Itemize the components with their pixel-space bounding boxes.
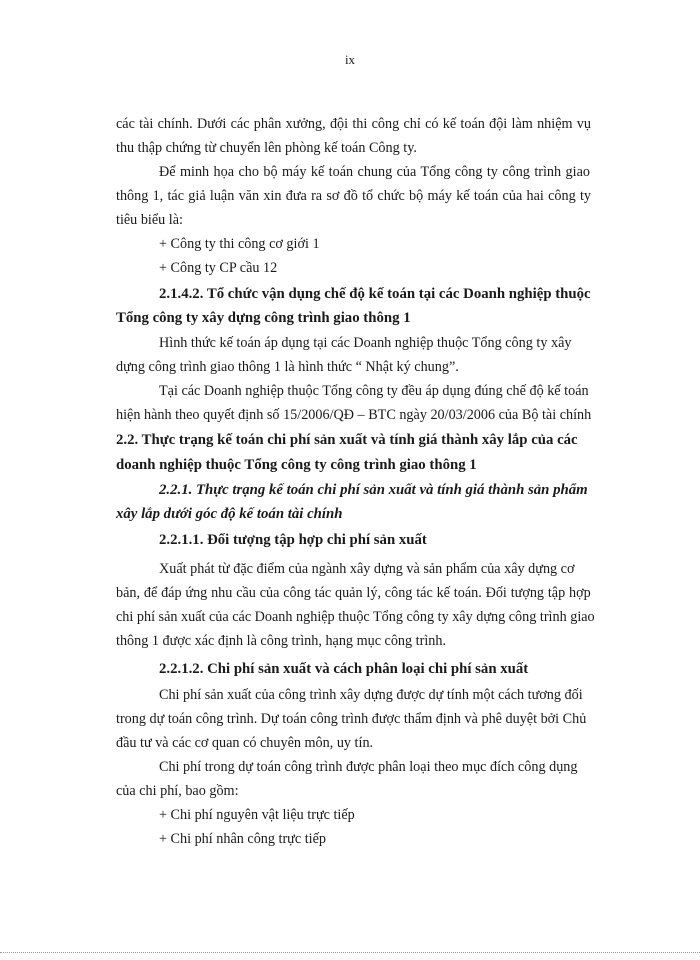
list-item: + Công ty thi công cơ giới 1: [159, 236, 320, 252]
section-heading: 2.1.4.2. Tổ chức vận dụng chế độ kế toán tại các Doanh nghiệp thuộc: [159, 286, 591, 302]
page-number: ix: [344, 52, 356, 67]
list-item: + Chi phí nhân công trực tiếp: [159, 831, 326, 847]
text-line: của chi phí, bao gồm:: [116, 783, 239, 799]
text-line: thông 1, tác giả luận văn xin đưa ra sơ đồ tổ chức bộ máy kế toán của hai công ty: [116, 188, 591, 204]
list-item: + Chi phí nguyên vật liệu trực tiếp: [159, 807, 355, 823]
section-heading: 2.2. Thực trạng kế toán chi phí sản xuất và tính giá thành xây lắp của các: [116, 432, 578, 448]
subsection-heading: 2.2.1.1. Đối tượng tập hợp chi phí sản xuất: [159, 532, 427, 548]
subsection-heading: 2.2.1.2. Chi phí sản xuất và cách phân loại chi phí sản xuất: [159, 661, 529, 677]
page-bottom-divider: [0, 952, 700, 953]
subsection-heading: xây lắp dưới góc độ kế toán tài chính: [116, 506, 343, 522]
text-line: chi phí sản xuất của các Doanh nghiệp thuộc Tổng công ty xây dựng công trình giao: [116, 609, 595, 625]
text-line: Tại các Doanh nghiệp thuộc Tổng công ty đều áp dụng đúng chế độ kế toán: [159, 383, 589, 399]
text-line: trong dự toán công trình. Dự toán công trình được thẩm định và phê duyệt bởi Chủ: [116, 711, 587, 727]
text-line: các tài chính. Dưới các phân xưởng, đội thi công chỉ có kế toán đội làm nhiệm vụ: [116, 116, 591, 132]
text-line: dựng công trình giao thông 1 là hình thức “ Nhật ký chung”.: [116, 359, 459, 375]
text-line: Chi phí trong dự toán công trình được phân loại theo mục đích công dụng: [159, 759, 578, 775]
text-line: tiêu biểu là:: [116, 212, 183, 228]
text-line: hiện hành theo quyết định số 15/2006/QĐ – BTC ngày 20/03/2006 của Bộ tài chính: [116, 407, 592, 423]
text-line: bản, để đáp ứng nhu cầu của công tác quản lý, công tác kế toán. Đối tượng tập hợp: [116, 585, 591, 601]
text-line: Xuất phát từ đặc điểm của ngành xây dựng và sản phẩm của xây dựng cơ: [159, 561, 575, 577]
subsection-heading: 2.2.1. Thực trạng kế toán chi phí sản xuất và tính giá thành sản phẩm: [159, 482, 588, 498]
section-heading: doanh nghiệp thuộc Tổng công ty công trình giao thông 1: [116, 457, 477, 473]
section-heading: Tổng công ty xây dựng công trình giao thông 1: [116, 310, 411, 326]
text-line: Để minh họa cho bộ máy kế toán chung của Tổng công ty công trình giao: [159, 164, 590, 180]
text-line: thu thập chứng từ chuyển lên phòng kế toán Công ty.: [116, 140, 417, 156]
text-line: Chi phí sản xuất của công trình xây dựng được dự tính một cách tương đối: [159, 687, 583, 703]
list-item: + Công ty CP cầu 12: [159, 260, 278, 276]
text-line: Hình thức kế toán áp dụng tại các Doanh nghiệp thuộc Tổng công ty xây: [159, 335, 572, 351]
text-line: đầu tư và các cơ quan có chuyên môn, uy tín.: [116, 735, 374, 751]
text-line: thông 1 được xác định là công trình, hạng mục công trình.: [116, 633, 447, 649]
